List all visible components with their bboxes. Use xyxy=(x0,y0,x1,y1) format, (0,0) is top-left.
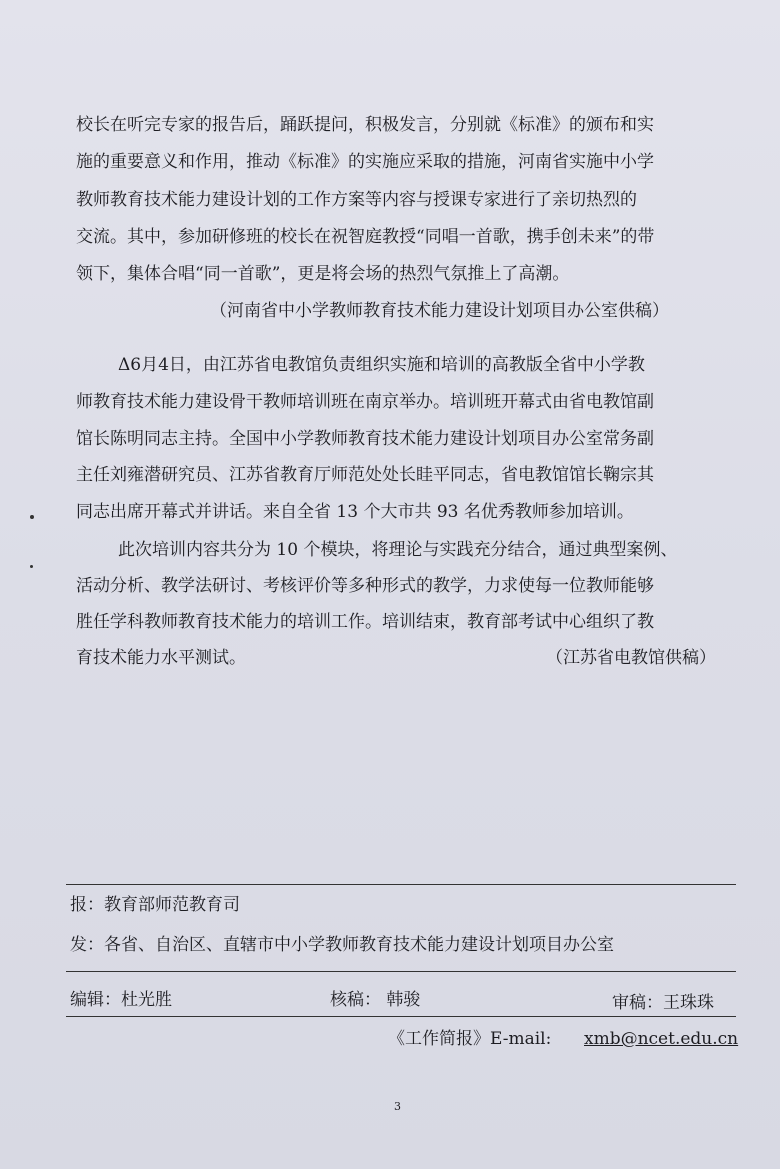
reviewer: 审稿：王珠珠 xyxy=(612,993,714,1013)
para3-source: （江苏省电教馆供稿） xyxy=(546,648,716,668)
footer-rule-middle xyxy=(66,971,736,972)
margin-mark xyxy=(30,565,33,568)
report-to: 报：教育部师范教育司 xyxy=(70,895,240,915)
para1-line-1: 校长在听完专家的报告后，踊跃提问，积极发言，分别就《标准》的颁布和实 xyxy=(76,115,654,135)
para3-line-3: 胜任学科教师教育技术能力的培训工作。培训结束，教育部考试中心组织了教 xyxy=(76,612,654,632)
proofreader: 核稿： 韩骏 xyxy=(330,990,421,1010)
para2-line-5: 同志出席开幕式并讲话。来自全省 13 个大市共 93 名优秀教师参加培训。 xyxy=(76,502,634,522)
para2-line-2: 师教育技术能力建设骨干教师培训班在南京举办。培训班开幕式由省电教馆副 xyxy=(76,392,654,412)
para1-line-5: 领下，集体合唱“同一首歌”，更是将会场的热烈气氛推上了高潮。 xyxy=(76,264,570,284)
para1-line-2: 施的重要意义和作用，推动《标准》的实施应采取的措施，河南省实施中小学 xyxy=(76,152,654,172)
para3-line-1: 此次培训内容共分为 10 个模块，将理论与实践充分结合，通过典型案例、 xyxy=(118,540,678,560)
para1-line-4: 交流。其中，参加研修班的校长在祝智庭教授“同唱一首歌，携手创未来”的带 xyxy=(76,227,655,247)
contact-email[interactable]: xmb@ncet.edu.cn xyxy=(584,1029,739,1049)
contact-label: 《工作简报》E-mail: xyxy=(388,1029,552,1049)
para3-line-4: 育技术能力水平测试。 xyxy=(76,648,246,668)
send-to: 发：各省、自治区、直辖市中小学教师教育技术能力建设计划项目办公室 xyxy=(70,935,614,955)
editor: 编辑：杜光胜 xyxy=(70,990,172,1010)
para1-line-3: 教师教育技术能力建设计划的工作方案等内容与授课专家进行了亲切热烈的 xyxy=(76,190,637,210)
para1-source: （河南省中小学教师教育技术能力建设计划项目办公室供稿） xyxy=(210,301,669,321)
footer-rule-bottom xyxy=(66,1016,736,1017)
para2-line-3: 馆长陈明同志主持。全国中小学教师教育技术能力建设计划项目办公室常务副 xyxy=(76,429,654,449)
footer-rule-top xyxy=(66,884,736,885)
para2-line-1: Δ6月4日，由江苏省电教馆负责组织实施和培训的高教版全省中小学教 xyxy=(118,355,645,375)
para2-line-4: 主任刘雍潜研究员、江苏省教育厅师范处处长眭平同志，省电教馆馆长鞠宗其 xyxy=(76,465,654,485)
margin-mark xyxy=(30,515,34,519)
page-number: 3 xyxy=(394,1100,401,1113)
para3-line-2: 活动分析、教学法研讨、考核评价等多种形式的教学，力求使每一位教师能够 xyxy=(76,576,654,596)
